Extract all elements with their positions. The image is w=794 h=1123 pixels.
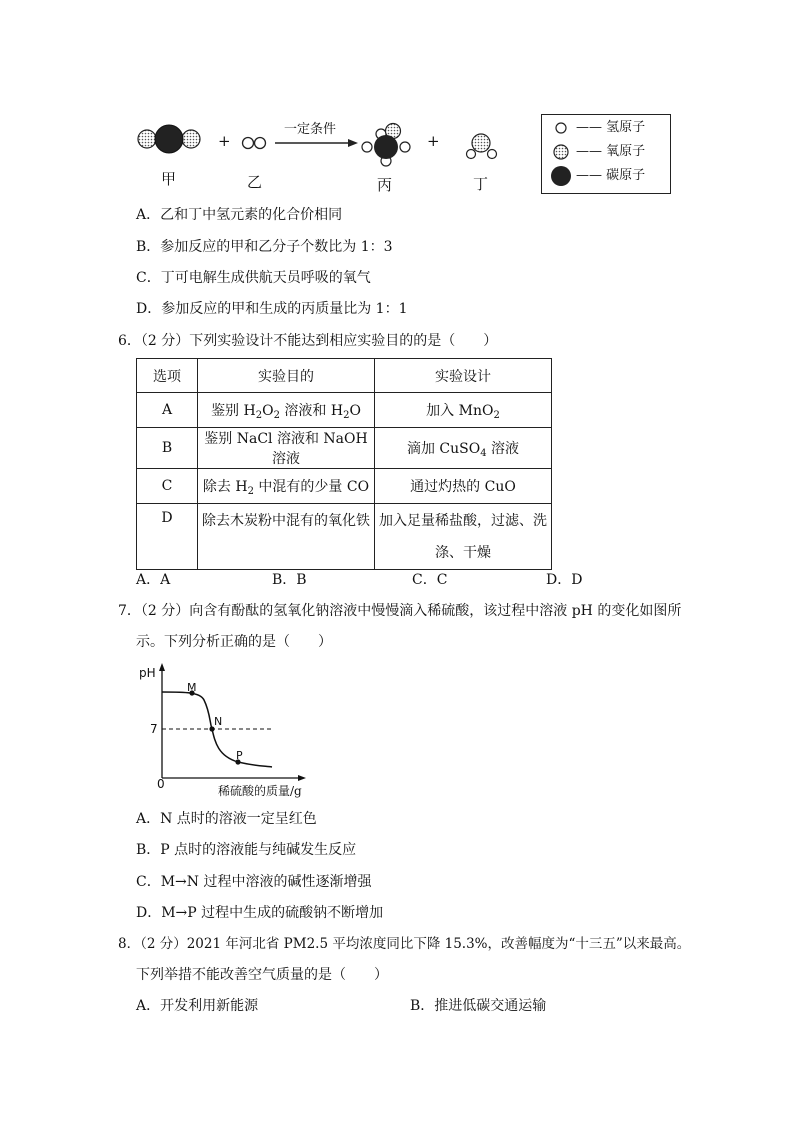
q6-answer-c: C．C (412, 572, 448, 588)
row-c-goal: 除去 $H_2$ 中混有的少量 CO (198, 469, 375, 504)
row-b-design: 滴加 CuSO$_4$ 溶液 (375, 428, 552, 469)
q7-option-a: A．N 点时的溶液一定呈红色 (136, 811, 317, 827)
header-option: 选项 (137, 359, 198, 393)
graph-xlabel: 稀硫酸的质量/g (218, 784, 302, 798)
row-a-design: 加入 MnO$_2$ (375, 393, 552, 428)
q6-table (136, 358, 552, 570)
q8-option-b: B．推进低碳交通运输 (410, 998, 547, 1014)
point-m-label: M (187, 681, 197, 694)
row-b-option: B (137, 428, 198, 469)
header-design: 实验设计 (375, 359, 552, 393)
q5-option-c: C．丁可电解生成供航天员呼吸的氧气 (136, 270, 371, 286)
label-ding: 丁 (473, 175, 489, 193)
row-a-option: A (137, 393, 198, 428)
molecule-bing (362, 124, 410, 167)
reaction-diagram (0, 0, 794, 200)
q5-option-d: D．参加反应的甲和生成的丙质量比为 1：1 (136, 301, 408, 317)
point-n-label: N (214, 715, 223, 728)
row-d-design: 加入足量稀盐酸，过滤、洗 涤、干燥 (375, 504, 552, 570)
row-b-goal: 鉴别 NaCl 溶液和 NaOH 溶液 (198, 428, 375, 469)
label-yi: 乙 (247, 173, 263, 191)
row-c-design: 通过灼热的 CuO (375, 469, 552, 504)
molecule-ding (467, 134, 497, 159)
q7-option-b: B．P 点时的溶液能与纯碱发生反应 (136, 842, 357, 858)
table-header-row (137, 359, 552, 393)
table-row (137, 504, 552, 570)
q5-option-b: B．参加反应的甲和乙分子个数比为 1：3 (136, 239, 393, 255)
q7-stem-line1: 7．（2 分）向含有酚酞的氢氧化钠溶液中慢慢滴入稀硫酸，该过程中溶液 pH 的变化如图所 (118, 603, 682, 619)
q6-answer-b: B．B (272, 572, 307, 588)
row-c-option: C (137, 469, 198, 504)
plus-sign-2: + (427, 132, 440, 150)
q7-option-c: C．M→N 过程中溶液的碱性逐渐增强 (136, 874, 372, 890)
table-row (137, 469, 552, 504)
molecule-yi (243, 138, 266, 149)
graph-ref-value: 7 (150, 722, 158, 736)
table-row (137, 428, 552, 469)
label-bing: 丙 (377, 176, 393, 194)
q6-answer-a: A．A (136, 572, 171, 588)
q8-stem-line2: 下列举措不能改善空气质量的是（ ） (136, 967, 388, 983)
reaction-arrow (275, 139, 358, 147)
legend-carbon: —— 碳原子 (576, 168, 646, 183)
q7-option-d: D．M→P 过程中生成的硫酸钠不断增加 (136, 905, 384, 921)
q6-stem: 6．（2 分）下列实验设计不能达到相应实验目的的是（ ） (118, 333, 498, 349)
legend-oxygen: —— 氧原子 (576, 144, 646, 159)
molecule-jia (138, 125, 200, 153)
graph-ylabel: pH (139, 666, 156, 680)
q6-answer-d: D．D (546, 572, 583, 588)
q8-stem-line1: 8．（2 分）2021 年河北省 PM2.5 平均浓度同比下降 15.3%，改善幅度为“十三五”以来最高。 (118, 936, 691, 952)
graph-origin: 0 (157, 777, 165, 791)
row-d-option: D (137, 504, 198, 570)
header-goal: 实验目的 (198, 359, 375, 393)
plus-sign-1: + (218, 132, 231, 150)
row-d-goal: 除去木炭粉中混有的氧化铁 (198, 504, 375, 570)
reaction-condition: 一定条件 (284, 122, 337, 137)
point-p-label: P (236, 749, 243, 762)
q7-stem-line2: 示。下列分析正确的是（ ） (136, 634, 332, 650)
label-jia: 甲 (161, 170, 177, 188)
q5-option-a: A．乙和丁中氢元素的化合价相同 (136, 207, 343, 223)
row-a-goal: 鉴别 $H_2O_2$ 溶液和 $H_2O$ (198, 393, 375, 428)
table-row (137, 393, 552, 428)
q8-option-a: A．开发利用新能源 (136, 998, 259, 1014)
legend-hydrogen: —— 氢原子 (576, 120, 646, 135)
